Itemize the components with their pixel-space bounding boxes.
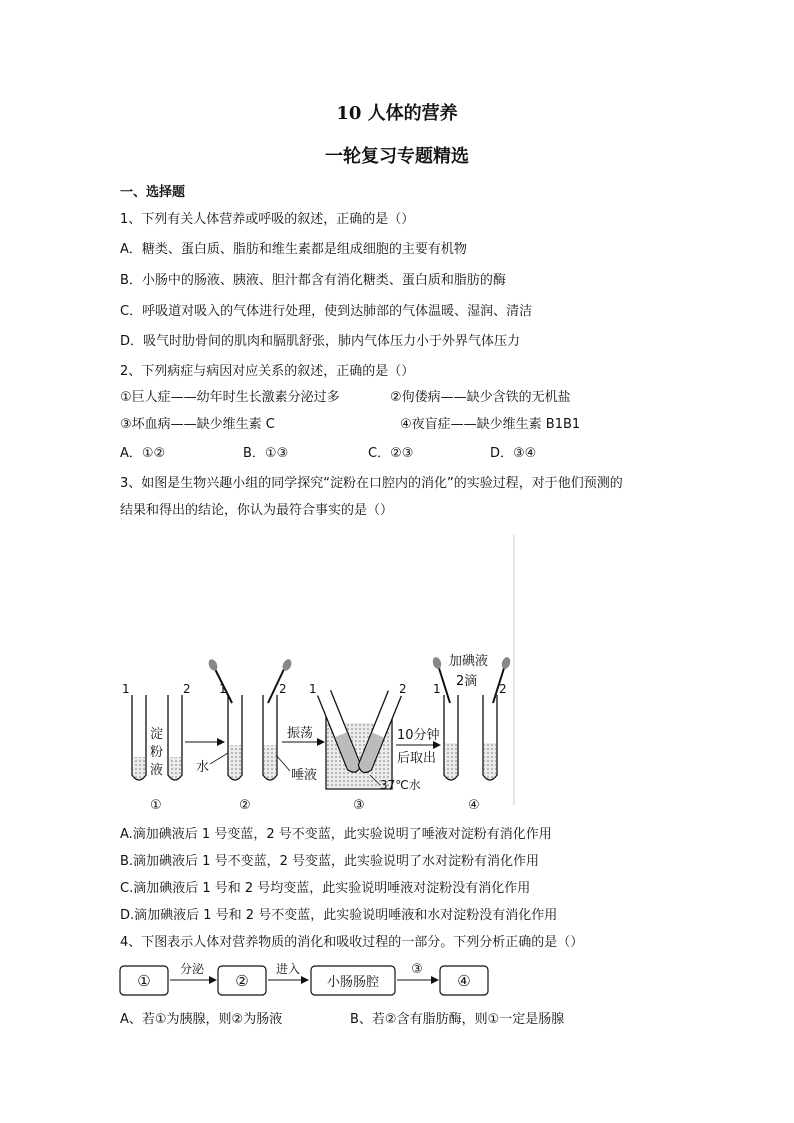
step-1-marker: ① [150, 798, 162, 813]
q2-item-2: ②佝偻病——缺少含铁的无机盐 [390, 390, 571, 405]
flow-arrow-1-label: 分泌 [179, 962, 205, 976]
step3-label-2: 2 [399, 682, 407, 696]
step4-label-1: 1 [433, 682, 441, 696]
ten-min-label: 10分钟 [397, 728, 440, 743]
q2-option-c: C．②③ [368, 446, 414, 461]
step1-label-2: 2 [183, 682, 191, 696]
step4-tubes [431, 653, 511, 813]
q2-item-1: ①巨人症——幼年时生长激素分泌过多 [120, 390, 340, 405]
water-label: 水 [196, 760, 210, 775]
tube-2d-liquid [484, 743, 496, 779]
step1-label-1: 1 [122, 682, 130, 696]
take-out-label: 后取出 [397, 751, 437, 766]
tube-1d-liquid [445, 743, 457, 779]
step-3-marker: ③ [353, 798, 365, 813]
shake-label: 振荡 [287, 726, 314, 741]
digestion-flowchart [118, 958, 498, 1000]
step-4-marker: ④ [468, 798, 480, 813]
q2-option-d: D．③④ [490, 446, 537, 461]
tube-2b-liquid [264, 745, 276, 779]
doc-title: 10 人体的营养 [336, 103, 458, 124]
step3-label-1: 1 [309, 682, 317, 696]
q1-option-c: C．呼吸道对吸入的气体进行处理，使到达肺部的气体温暖、湿润、清洁 [120, 304, 533, 319]
q1-option-a: A．糖类、蛋白质、脂肪和维生素都是组成细胞的主要有机物 [120, 242, 467, 257]
q2-stem: 2、下列病症与病因对应关系的叙述，正确的是（） [120, 364, 415, 379]
q3-option-a: A.滴加碘液后 1 号变蓝，2 号不变蓝，此实验说明了唾液对淀粉有消化作用 [120, 827, 552, 842]
tube-1a-liquid [133, 757, 145, 779]
q4-option-b: B、若②含有脂肪酶，则①一定是肠腺 [350, 1012, 565, 1027]
q4-stem: 4、下图表示人体对营养物质的消化和吸收过程的一部分。下列分析正确的是（） [120, 935, 584, 950]
q1-stem: 1、下列有关人体营养或呼吸的叙述，正确的是（） [120, 212, 415, 227]
q3-stem-line2: 结果和得出的结论，你认为最符合事实的是（） [120, 503, 394, 518]
step4-label-2: 2 [499, 682, 507, 696]
flow-box-2-label: ② [235, 972, 249, 990]
q2-option-a: A．①② [120, 446, 166, 461]
step2-label-2: 2 [279, 682, 287, 696]
q2-item-3: ③坏血病——缺少维生素 C [120, 417, 275, 432]
section-heading: 一、选择题 [120, 185, 186, 200]
starch-label-1: 淀 [150, 727, 164, 742]
q2-option-b: B．①③ [243, 446, 289, 461]
q4-option-a: A、若①为胰腺，则②为肠液 [120, 1012, 283, 1027]
experiment-figure [110, 535, 520, 815]
tube-1b-liquid [229, 745, 241, 779]
q3-stem-line1: 3、如图是生物兴趣小组的同学探究“淀粉在口腔内的消化”的实验过程，对于他们预测的 [120, 476, 623, 491]
dropper-3-bulb [431, 656, 442, 670]
flow-box-4-label: ④ [457, 972, 471, 990]
q3-option-d: D.滴加碘液后 1 号和 2 号不变蓝，此实验说明唾液和水对淀粉没有消化作用 [120, 908, 558, 923]
step1-tubes [122, 682, 191, 813]
step3-water-bath [309, 682, 421, 813]
flow-box-1-label: ① [137, 972, 151, 990]
flow-box-3-label: 小肠肠腔 [326, 975, 380, 990]
water-pointer [210, 753, 228, 764]
step-2-marker: ② [239, 798, 251, 813]
flow-arrow-2-label: 进入 [275, 962, 301, 976]
tube-2a-liquid [169, 757, 181, 779]
q3-option-c: C.滴加碘液后 1 号和 2 号均变蓝，此实验说明唾液对淀粉没有消化作用 [120, 881, 531, 896]
doc-subtitle: 一轮复习专题精选 [325, 146, 469, 167]
q1-option-d: D．吸气时肋骨间的肌肉和膈肌舒张，肺内气体压力小于外界气体压力 [120, 334, 521, 349]
saliva-pointer [276, 755, 290, 771]
flow-arrow-3-label: ③ [411, 962, 423, 977]
drops-label: 2滴 [456, 674, 478, 689]
q3-option-b: B.滴加碘液后 1 号不变蓝，2 号变蓝，此实验说明了水对淀粉有消化作用 [120, 854, 539, 869]
iodine-label: 加碘液 [449, 654, 489, 669]
starch-label-3: 液 [150, 763, 164, 778]
q2-item-4: ④夜盲症——缺少维生素 B1B1 [400, 417, 581, 432]
step2-label-1: 1 [219, 682, 227, 696]
saliva-label: 唾液 [291, 768, 318, 783]
temp-label: 37℃水 [380, 778, 421, 792]
dropper-4-bulb [500, 656, 511, 670]
dropper-1-bulb [207, 658, 219, 672]
q1-option-b: B．小肠中的肠液、胰液、胆汁都含有消化糖类、蛋白质和脂肪的酶 [120, 273, 506, 288]
starch-label-2: 粉 [150, 745, 164, 760]
